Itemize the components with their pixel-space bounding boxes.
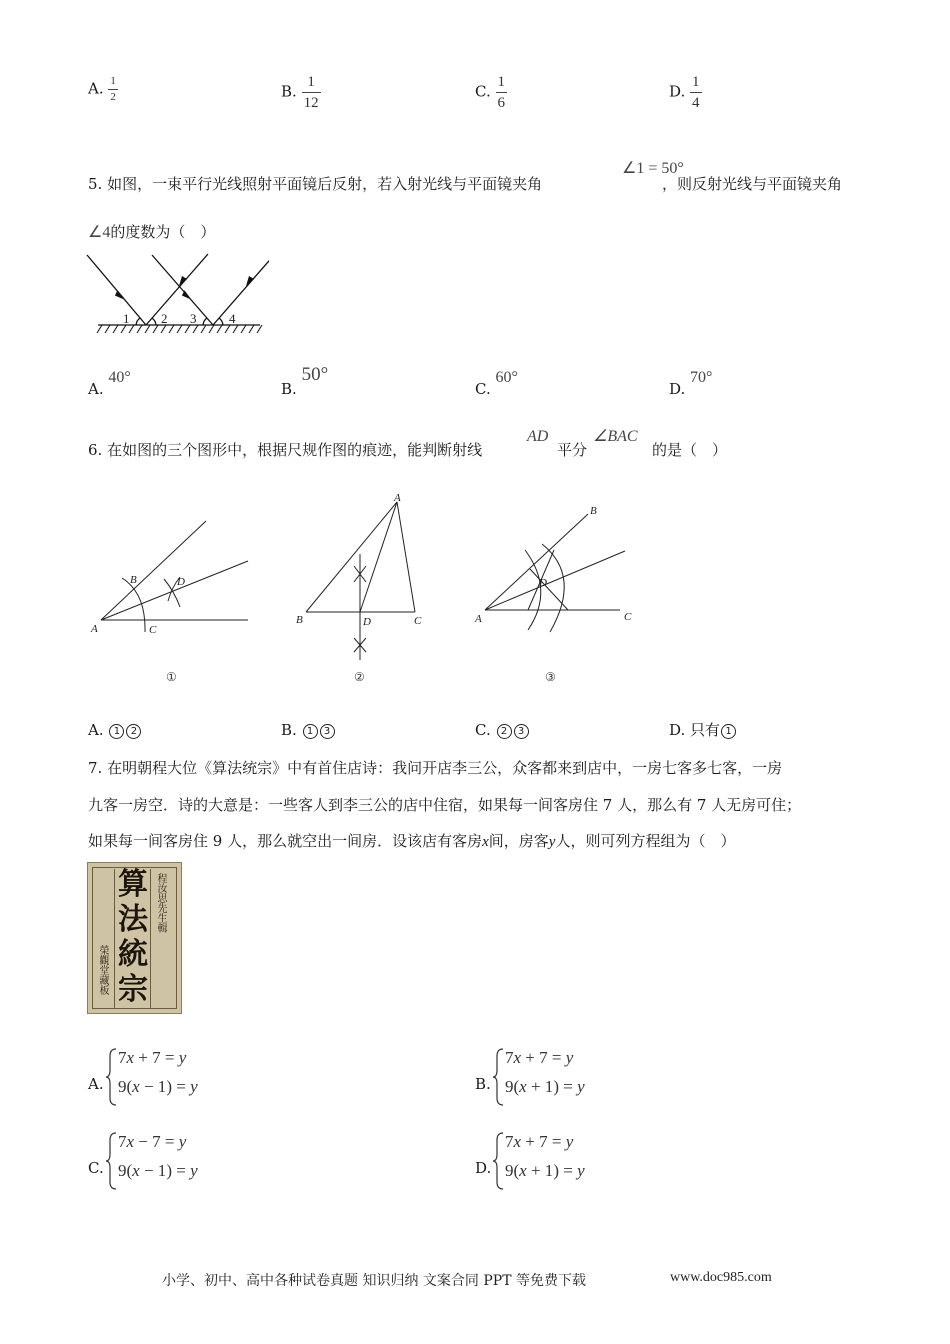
mirror-reflection-figure [84, 250, 269, 340]
q6-option-a[interactable]: A. 1 2 [88, 720, 142, 740]
figure-caption-1: ① [166, 670, 177, 684]
footer-url[interactable]: www.doc985.com [670, 1270, 772, 1285]
fig3-label-d: D [539, 577, 547, 589]
left-brace-icon [106, 1048, 118, 1106]
label-1: 1 [123, 311, 130, 326]
construction-figure-2 [290, 492, 435, 664]
side-ac [397, 502, 415, 612]
equation-1: 7x + 7 = y [505, 1048, 574, 1067]
arc-bc [122, 578, 145, 632]
q5-option-c[interactable]: C. 60° [475, 369, 518, 398]
q5-stem-line1-end: ，则反射光线与平面镜夹角 [662, 175, 843, 193]
q5-angle-expr: ∠1 = 50° [622, 160, 684, 177]
arrowheads [114, 276, 254, 300]
q6-option-c[interactable]: C. 2 3 [475, 720, 530, 740]
q6-option-b[interactable]: B. 1 3 [281, 720, 336, 740]
fig3-label-c: C [624, 611, 632, 623]
book-author: 程汝思先生輯 [155, 873, 166, 933]
side-ab [306, 502, 397, 612]
fig1-label-b: B [130, 574, 137, 586]
left-brace-icon [106, 1132, 118, 1190]
fraction: $\frac{1}{6}$ [497, 74, 505, 111]
ray-ab [485, 514, 588, 610]
fig3-label-a: A [475, 613, 482, 625]
q7-stem-line1: 7. 在明朝程大位《算法统宗》中有首住店诗：我问开店李三公，众客都来到店中，一房七客多七客，一房 [88, 759, 783, 777]
fig2-label-d: D [363, 616, 371, 628]
fig2-label-a: A [394, 492, 401, 504]
ray-ad [101, 561, 248, 620]
q7-option-a[interactable]: A. 7x + 7 = y 9(x − 1) = y [88, 1046, 288, 1106]
q4-option-c[interactable]: C. $\frac{1}{6}$ [475, 74, 505, 111]
fig2-label-b: B [296, 614, 303, 626]
reflected-ray-1 [146, 254, 208, 325]
construction-figure-3 [470, 500, 640, 635]
ray-ad [485, 551, 625, 610]
q4-option-b[interactable]: B. $\frac{1}{12}$ [281, 74, 319, 111]
fraction: $\frac{1}{2}$ [110, 75, 116, 103]
book-title: 算 法 統 宗 [118, 867, 148, 1007]
figure-caption-2: ② [354, 670, 365, 684]
book-publisher: 榮觀堂藏板 [97, 945, 108, 995]
q6-angle-bac: ∠BAC [593, 428, 638, 445]
fig3-label-b: B [590, 505, 597, 517]
q6-stem-part2: 平分 [557, 441, 588, 459]
segment-ad [360, 502, 397, 612]
q7-stem-line3: 如果每一间客房住 9 人，那么就空出一间房．设该店有客房x间，房客y人，则可列方程组为（ ） [88, 832, 736, 850]
angle-arc-2 [152, 318, 156, 325]
book-cover-image [87, 862, 182, 1014]
label-4: 4 [229, 311, 236, 326]
q6-ray-ad: AD [527, 428, 549, 445]
q6-option-d[interactable]: D. 只有 1 [669, 720, 737, 740]
incident-ray-1 [87, 255, 146, 325]
q5-option-a[interactable]: A. 40° [88, 369, 131, 398]
equation-1: 7x + 7 = y [505, 1132, 574, 1151]
fig1-label-d: D [177, 576, 185, 588]
equation-2: 9(x + 1) = y [505, 1077, 585, 1096]
q5-option-b[interactable]: B. 50° [281, 364, 329, 398]
fraction: $\frac{1}{12}$ [303, 74, 319, 111]
label-2: 2 [161, 311, 168, 326]
ray-ab [101, 521, 206, 620]
q4-option-d[interactable]: D. $\frac{1}{4}$ [669, 74, 700, 111]
q7-stem-line2: 九客一房空．诗的大意是：一些客人到李三公的店中住宿，如果每一间客房住 7 人，那么有 7 人无房可住； [88, 796, 802, 814]
q4-option-a[interactable]: A. $\frac{1}{2}$ [88, 75, 116, 103]
construction-figure-1 [88, 515, 258, 645]
q5-stem-line1: 5. 如图，一束平行光线照射平面镜后反射，若入射光线与平面镜夹角 [88, 175, 543, 193]
footer-text: 小学、初中、高中各种试卷真题 知识归纳 文案合同 PPT 等免费下载 [162, 1273, 586, 1289]
q7-option-d[interactable]: D. 7x + 7 = y 9(x + 1) = y [475, 1130, 675, 1190]
mirror-hatching [97, 325, 262, 333]
fig1-label-c: C [149, 624, 157, 636]
equation-1: 7x + 7 = y [118, 1048, 187, 1067]
q6-stem-part3: 的是（ ） [652, 441, 728, 459]
fig1-label-a: A [91, 623, 98, 635]
q6-stem-part1: 6. 在如图的三个图形中，根据尺规作图的痕迹，能判断射线 [88, 441, 483, 459]
left-brace-icon [493, 1132, 505, 1190]
figure-caption-3: ③ [545, 670, 556, 684]
fig2-label-c: C [414, 615, 422, 627]
equation-2: 9(x − 1) = y [118, 1161, 198, 1180]
q7-option-c[interactable]: C. 7x − 7 = y 9(x − 1) = y [88, 1130, 288, 1190]
segment-1 [530, 569, 568, 610]
label-3: 3 [190, 311, 197, 326]
q5-stem-line2: ∠4的度数为（ ） [88, 223, 216, 241]
left-brace-icon [493, 1048, 505, 1106]
angle-arc-4 [219, 318, 223, 325]
equation-2: 9(x − 1) = y [118, 1077, 198, 1096]
equation-2: 9(x + 1) = y [505, 1161, 585, 1180]
fraction: $\frac{1}{4}$ [692, 74, 700, 111]
q5-option-d[interactable]: D. 70° [669, 369, 713, 398]
q7-option-b[interactable]: B. 7x + 7 = y 9(x + 1) = y [475, 1046, 675, 1106]
angle-arc-1 [136, 318, 140, 325]
angle-arc-3 [203, 318, 207, 325]
equation-1: 7x − 7 = y [118, 1132, 187, 1151]
reflected-ray-2 [213, 254, 269, 325]
